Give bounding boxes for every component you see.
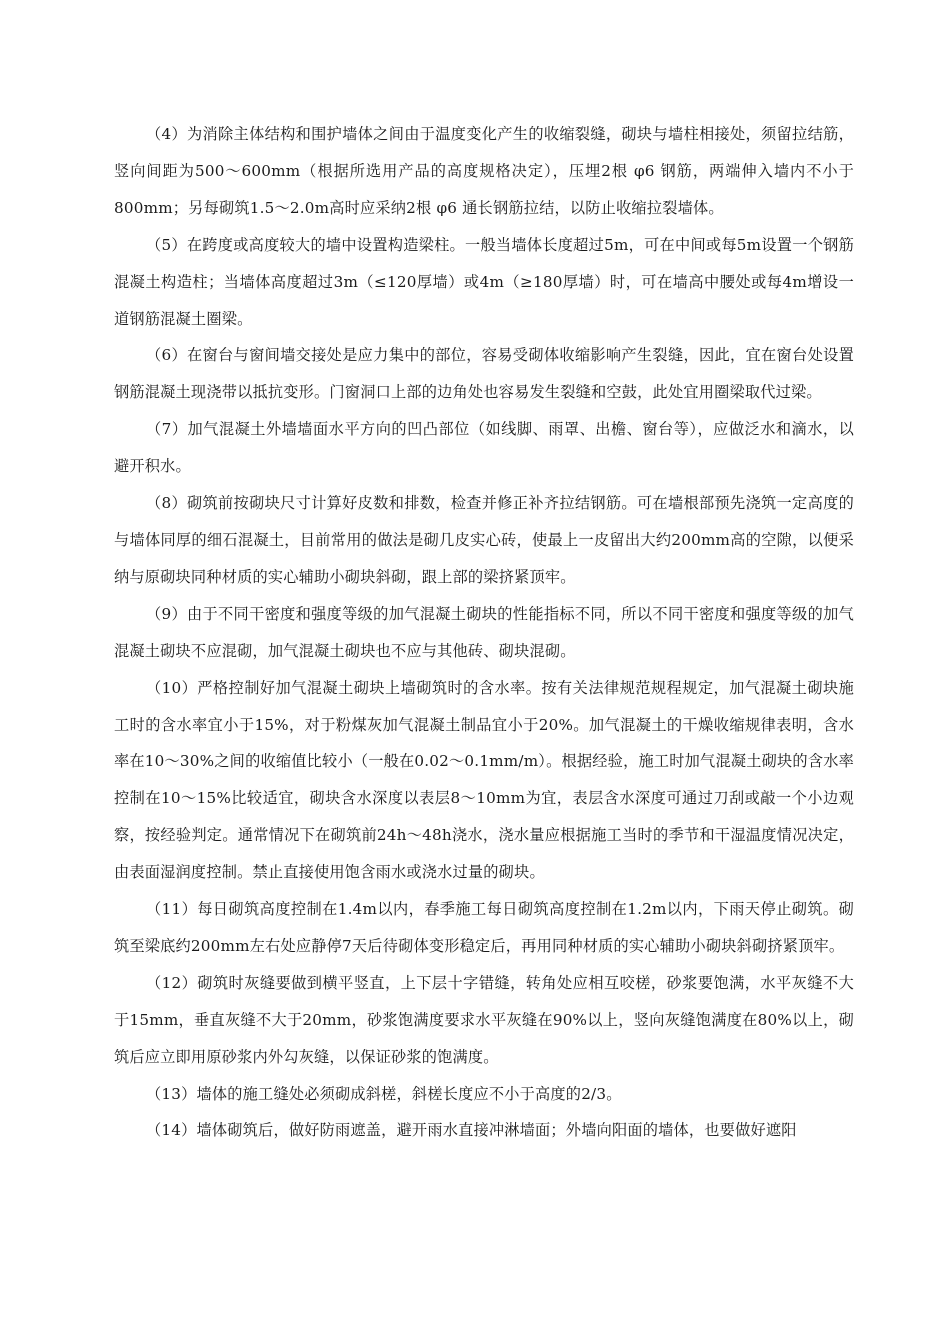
paragraph-4: （4）为消除主体结构和围护墙体之间由于温度变化产生的收缩裂缝，砌块与墙柱相接处，须留拉结筋，竖向间距为500～600mm（根据所选用产品的高度规格决定），压埋2根 φ6 钢筋，两端伸入墙内不小于800mm；另每砌筑1.5～2.0m高时应采纳2根 φ6 通长钢筋拉结，以防止收缩拉裂墙体。 xyxy=(114,125,854,217)
paragraph-12: （12）砌筑时灰缝要做到横平竖直，上下层十字错缝，转角处应相互咬槎，砂浆要饱满，水平灰缝不大于15mm，垂直灰缝不大于20mm，砂浆饱满度要求水平灰缝在90%以上，竖向灰缝饱满度在80%以上，砌筑后应立即用原砂浆内外勾灰缝，以保证砂浆的饱满度。 xyxy=(114,973,854,1066)
paragraph-6: （6）在窗台与窗间墙交接处是应力集中的部位，容易受砌体收缩影响产生裂缝，因此，宜在窗台处设置钢筋混凝土现浇带以抵抗变形。门窗洞口上部的边角处也容易发生裂缝和空鼓，此处宜用圈梁取代过梁。 xyxy=(114,346,854,402)
document-body xyxy=(114,116,854,1149)
paragraph-5: （5）在跨度或高度较大的墙中设置构造梁柱。一般当墙体长度超过5m，可在中间或每5m设置一个钢筋混凝土构造柱；当墙体高度超过3m（≤120厚墙）或4m（≥180厚墙）时，可在墙高中腰处或每4m增设一道钢筋混凝土圈梁。 xyxy=(114,235,854,328)
paragraph-7: （7）加气混凝土外墙墙面水平方向的凹凸部位（如线脚、雨罩、出檐、窗台等），应做泛水和滴水，以避开积水。 xyxy=(114,420,854,476)
paragraph-13: （13）墙体的施工缝处必须砌成斜槎，斜槎长度应不小于高度的2/3。 xyxy=(146,1084,622,1103)
paragraph-11: （11）每日砌筑高度控制在1.4m以内，春季施工每日砌筑高度控制在1.2m以内，下雨天停止砌筑。砌筑至梁底约200mm左右处应静停7天后待砌体变形稳定后，再用同种材质的实心辅助小砌块斜砌挤紧顶牢。 xyxy=(114,900,854,955)
paragraph-8: （8）砌筑前按砌块尺寸计算好皮数和排数，检查并修正补齐拉结钢筋。可在墙根部预先浇筑一定高度的与墙体同厚的细石混凝土，目前常用的做法是砌几皮实心砖，使最上一皮留出大约200mm高的空隙，以便采纳与原砌块同种材质的实心辅助小砌块斜砌，跟上部的梁挤紧顶牢。 xyxy=(114,494,854,586)
paragraph-9: （9）由于不同干密度和强度等级的加气混凝土砌块的性能指标不同，所以不同干密度和强度等级的加气混凝土砌块不应混砌，加气混凝土砌块也不应与其他砖、砌块混砌。 xyxy=(114,604,854,660)
paragraph-14: （14）墙体砌筑后，做好防雨遮盖，避开雨水直接冲淋墙面；外墙向阳面的墙体，也要做好遮阳 xyxy=(146,1121,797,1140)
paragraph-10: （10）严格控制好加气混凝土砌块上墙砌筑时的含水率。按有关法律规范规程规定，加气混凝土砌块施工时的含水率宜小于15%，对于粉煤灰加气混凝土制品宜小于20%。加气混凝土的干燥收缩规律表明，含水率在10～30%之间的收缩值比较小（一般在0.02～0.1mm/m）。根据经验，施工时加气混凝土砌块的含水率控制在10～15%比较适宜，砌块含水深度以表层8～10mm为宜，表层含水深度可通过刀刮或敲一个小边观察，按经验判定。通常情况下在砌筑前24h～48h浇水，浇水量应根据施工当时的季节和干湿温度情况决定，由表面湿润度控制。禁止直接使用饱含雨水或浇水过量的砌块。 xyxy=(114,678,854,882)
